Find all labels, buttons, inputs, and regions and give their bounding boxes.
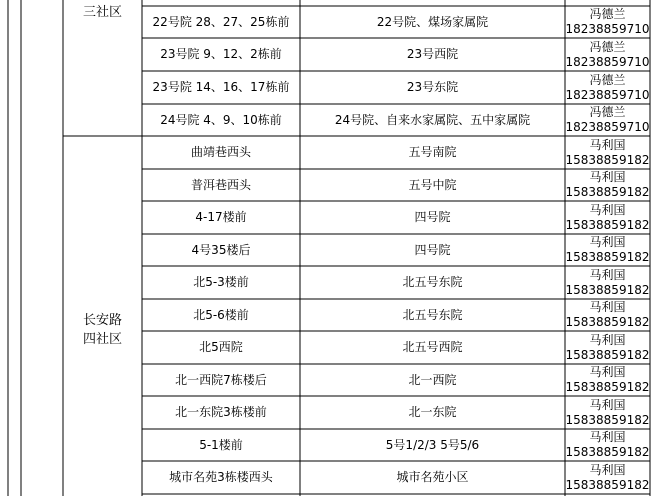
contact-cell [565,396,650,429]
area-cell [300,429,565,461]
location-text: 北一西院7栋楼后 [175,372,267,387]
area-cell [300,169,565,201]
contact-phone: 18238859710 [565,87,650,102]
contact-cell [565,234,650,266]
contact-cell [565,71,650,104]
location-text: 23号院 9、12、2栋前 [160,47,282,61]
area-cell [300,299,565,331]
area-cell [300,6,565,38]
location-text: 城市名苑3栋楼西头 [169,470,273,484]
location-text: 北5-3楼前 [193,275,249,289]
location-cell [142,104,300,136]
location-cell [142,266,300,299]
location-text: 北5西院 [199,340,243,354]
area-text: 城市名苑小区 [396,470,469,484]
area-cell [300,71,565,104]
contact-cell [565,104,650,136]
location-cell [142,331,300,364]
location-text: 曲靖巷西头 [190,145,251,159]
location-cell [142,299,300,331]
location-cell [142,169,300,201]
contact-name: 马利国 [589,202,626,217]
contact-name: 冯德兰 [589,105,626,119]
contact-cell [565,136,650,169]
area-cell [300,234,565,266]
area-text: 北一西院 [408,372,457,387]
contact-name: 马利国 [589,235,626,249]
area-text: 五号中院 [408,177,457,192]
contact-name: 马利国 [589,332,626,347]
contact-phone: 15838859182 [565,152,650,167]
contact-name: 马利国 [589,267,626,282]
contact-name: 马利国 [589,397,626,412]
contact-phone: 18238859710 [565,120,650,134]
area-cell [300,104,565,136]
location-cell [142,71,300,104]
contact-name: 马利国 [589,300,626,314]
area-text: 北五号东院 [402,275,463,289]
contact-cell [565,461,650,494]
contact-phone: 18238859710 [565,54,650,69]
area-cell [300,364,565,396]
contact-name: 冯德兰 [589,72,626,87]
contact-phone: 15838859182 [565,380,650,394]
contact-phone: 15838859182 [565,412,650,427]
location-cell [142,234,300,266]
contact-cell [565,266,650,299]
contact-phone: 15838859182 [565,217,650,232]
contact-phone: 15838859182 [565,347,650,362]
contact-cell [565,364,650,396]
area-cell [300,136,565,169]
area-text: 五号南院 [408,145,457,159]
area-cell [300,38,565,71]
community-label [63,311,142,349]
location-cell [142,38,300,71]
location-cell [142,6,300,38]
location-cell [142,396,300,429]
contact-name: 冯德兰 [589,7,626,21]
contact-phone: 18238859710 [565,22,650,36]
area-text: 北五号东院 [402,307,463,322]
contact-phone: 15838859182 [565,315,650,329]
contact-cell [565,201,650,234]
contact-cell [565,331,650,364]
area-text: 5号1/2/3 5号5/6 [385,437,480,452]
contact-phone: 15838859182 [565,185,650,199]
community-label [63,3,142,22]
location-text: 4-17楼前 [195,210,247,224]
location-cell [142,364,300,396]
contact-phone: 15838859182 [565,445,650,459]
location-text: 4号35楼后 [191,242,251,257]
contact-name: 马利国 [589,137,626,152]
area-text: 24号院、自来水家属院、五中家属院 [334,112,531,127]
area-cell [300,201,565,234]
area-text: 四号院 [414,210,451,224]
contact-cell [565,38,650,71]
location-text: 24号院 4、9、10栋前 [160,112,282,127]
location-text: 北5-6楼前 [193,307,249,322]
location-text: 22号院 28、27、25栋前 [152,14,290,29]
contact-cell [565,6,650,38]
area-cell [300,396,565,429]
location-cell [142,429,300,461]
contact-name: 马利国 [589,170,626,184]
area-cell [300,461,565,494]
community-label-line: 四社区 [82,332,122,347]
location-text: 23号院 14、16、17栋前 [152,80,290,94]
area-text: 22号院、煤场家属院 [376,14,489,29]
contact-phone: 15838859182 [565,282,650,297]
contact-cell [565,429,650,461]
contact-cell [565,169,650,201]
contact-name: 马利国 [589,430,626,444]
area-text: 北一东院 [408,405,457,419]
location-text: 普洱巷西头 [190,177,251,192]
location-text: 北一东院3栋楼前 [175,405,267,419]
contact-name: 马利国 [589,365,626,379]
community-label-line: 三社区 [82,5,122,20]
location-cell [142,201,300,234]
area-cell [300,266,565,299]
contact-name: 马利国 [589,462,626,477]
contact-name: 冯德兰 [589,39,626,54]
contact-phone: 15838859182 [565,477,650,492]
area-cell [300,331,565,364]
contact-cell [565,299,650,331]
area-text: 北五号西院 [402,340,463,354]
location-text: 5-1楼前 [199,437,243,452]
location-cell [142,136,300,169]
area-text: 23号西院 [406,47,459,61]
area-text: 23号东院 [406,80,459,94]
location-cell [142,461,300,494]
area-text: 四号院 [414,242,451,257]
contact-phone: 15838859182 [565,250,650,264]
community-label-line: 长安路 [82,313,122,328]
